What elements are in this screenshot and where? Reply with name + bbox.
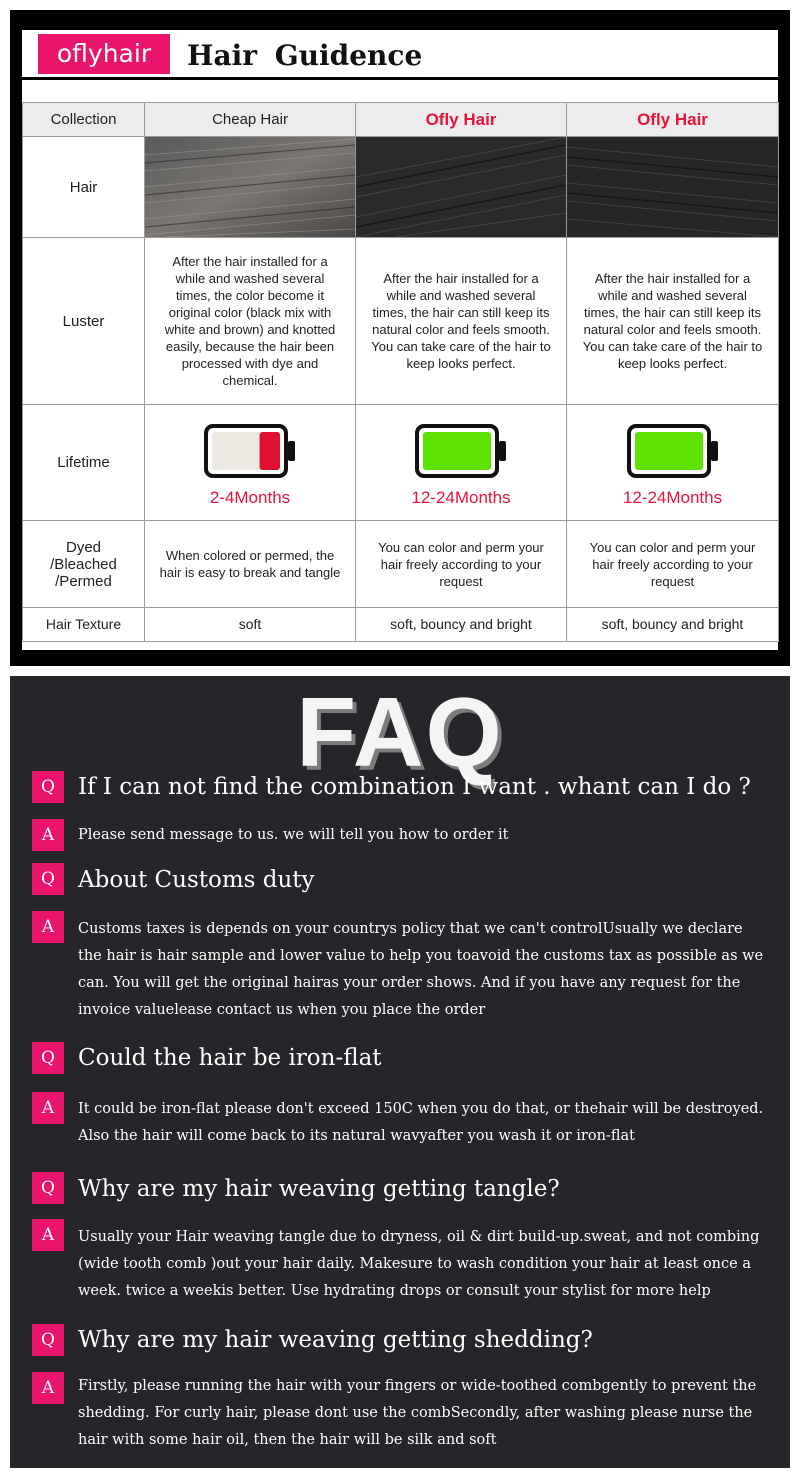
- faq-question: Why are my hair weaving getting tangle?: [78, 1176, 560, 1202]
- lifetime-ofly-hair: [356, 405, 567, 521]
- faq-question: About Customs duty: [78, 867, 315, 893]
- hair-guide-panel: [10, 10, 790, 666]
- column-header-cheap-hair: Cheap Hair: [145, 103, 356, 137]
- row-label-hair: Hair: [23, 137, 145, 238]
- faq-panel: [10, 676, 790, 1468]
- texture-cheap-hair: soft: [145, 608, 356, 642]
- question-badge: Q: [32, 771, 64, 803]
- ofly-hair-swatch: [567, 137, 779, 238]
- luster-ofly-hair: After the hair installed for a while and washed several times, the hair can still keep its natural color and feels smooth. You can take care of the hair to keep looks perfect.: [567, 238, 779, 405]
- ofly-hair-swatch: [356, 137, 567, 238]
- column-header-ofly-hair: Ofly Hair: [567, 103, 779, 137]
- column-header-collection: Collection: [23, 103, 145, 137]
- luster-cheap-hair: After the hair installed for a while and washed several times, the color become it original color (black mix with white and brown) and knotted easily, because the hair been processed with dye and chemical.: [145, 238, 356, 405]
- answer-badge: A: [32, 1219, 64, 1251]
- faq-answer: Please send message to us. we will tell you how to order it: [78, 827, 509, 843]
- comparison-table: [22, 102, 779, 642]
- lifetime-value: 2-4Months: [209, 487, 291, 507]
- battery-level: [260, 432, 280, 470]
- guide-title: Hair Guidence: [187, 39, 423, 72]
- hair-texture-image: [145, 137, 355, 237]
- faq-answer: Customs taxes is depends on your countrys policy that we can't controlUsually we declare the hair is hair sample and lower value to help you toavoid the customs tax as possible as we can. You will get the original hairas your order shows. And if you have any request for the invoice valuelease contact us when you place the order: [78, 921, 764, 1018]
- table-row-dyed: [23, 521, 779, 608]
- column-header-ofly-hair: Ofly Hair: [356, 103, 567, 137]
- luster-ofly-hair: After the hair installed for a while and washed several times, the hair can still keep its natural color and feels smooth. You can take care of the hair to keep looks perfect.: [356, 238, 567, 405]
- question-badge: Q: [32, 1172, 64, 1204]
- dyed-ofly-hair: You can color and perm your hair freely according to your request: [567, 521, 779, 608]
- hair-texture-image: [567, 137, 778, 237]
- texture-ofly-hair: soft, bouncy and bright: [356, 608, 567, 642]
- question-badge: Q: [32, 1042, 64, 1074]
- texture-ofly-hair: soft, bouncy and bright: [567, 608, 779, 642]
- battery-full-icon: [627, 424, 719, 478]
- answer-badge: A: [32, 819, 64, 851]
- faq-answer: It could be iron-flat please don't exceed 150C when you do that, or thehair will be destroyed. Also the hair will come back to its natural wavyafter you wash it or iron-flat: [78, 1101, 764, 1144]
- table-row-hair: [23, 137, 779, 238]
- answer-badge: A: [32, 1372, 64, 1404]
- row-label-texture: Hair Texture: [23, 608, 145, 642]
- dyed-cheap-hair: When colored or permed, the hair is easy to break and tangle: [145, 521, 356, 608]
- row-label-dyed: Dyed /Bleached /Permed: [23, 521, 145, 608]
- row-label-lifetime: Lifetime: [23, 405, 145, 521]
- brand-logo: oflyhair: [38, 34, 170, 74]
- answer-badge: A: [32, 1092, 64, 1124]
- question-badge: Q: [32, 1324, 64, 1356]
- table-row-texture: [23, 608, 779, 642]
- guide-body: [22, 80, 778, 650]
- faq-answer: Firstly, please running the hair with your fingers or wide-toothed combgently to prevent the shedding. For curly hair, please dont use the combSecondly, after washing please nurse the hair with some hair oil, then the hair will be silk and soft: [78, 1378, 757, 1448]
- faq-question: If I can not find the combination I want . whant can I do ?: [78, 774, 751, 800]
- question-badge: Q: [32, 863, 64, 895]
- table-row-lifetime: [23, 405, 779, 521]
- lifetime-value: 12-24Months: [622, 487, 723, 507]
- table-header-row: [23, 103, 779, 137]
- row-label-luster: Luster: [23, 238, 145, 405]
- battery-level: [423, 432, 491, 470]
- hair-texture-image: [356, 137, 566, 237]
- lifetime-ofly-hair: [567, 405, 779, 521]
- guide-header: [22, 30, 778, 80]
- faq-question: Why are my hair weaving getting shedding?: [78, 1327, 593, 1353]
- lifetime-value: 12-24Months: [411, 487, 511, 507]
- faq-title: FAQ: [296, 677, 504, 787]
- answer-badge: A: [32, 911, 64, 943]
- faq-answer: Usually your Hair weaving tangle due to dryness, oil & dirt build-up.sweat, and not combing (wide tooth comb )out your hair daily. Makesure to wash condition your hair at least once a week. twice a weekis better. Use hydrating drops or consult your stylist for more help: [78, 1229, 760, 1299]
- battery-low-icon: [204, 424, 296, 478]
- faq-question: Could the hair be iron-flat: [78, 1045, 382, 1071]
- table-row-luster: [23, 238, 779, 405]
- cheap-hair-swatch: [145, 137, 356, 238]
- lifetime-cheap-hair: [145, 405, 356, 521]
- dyed-ofly-hair: You can color and perm your hair freely according to your request: [356, 521, 567, 608]
- battery-level: [635, 432, 703, 470]
- battery-full-icon: [415, 424, 507, 478]
